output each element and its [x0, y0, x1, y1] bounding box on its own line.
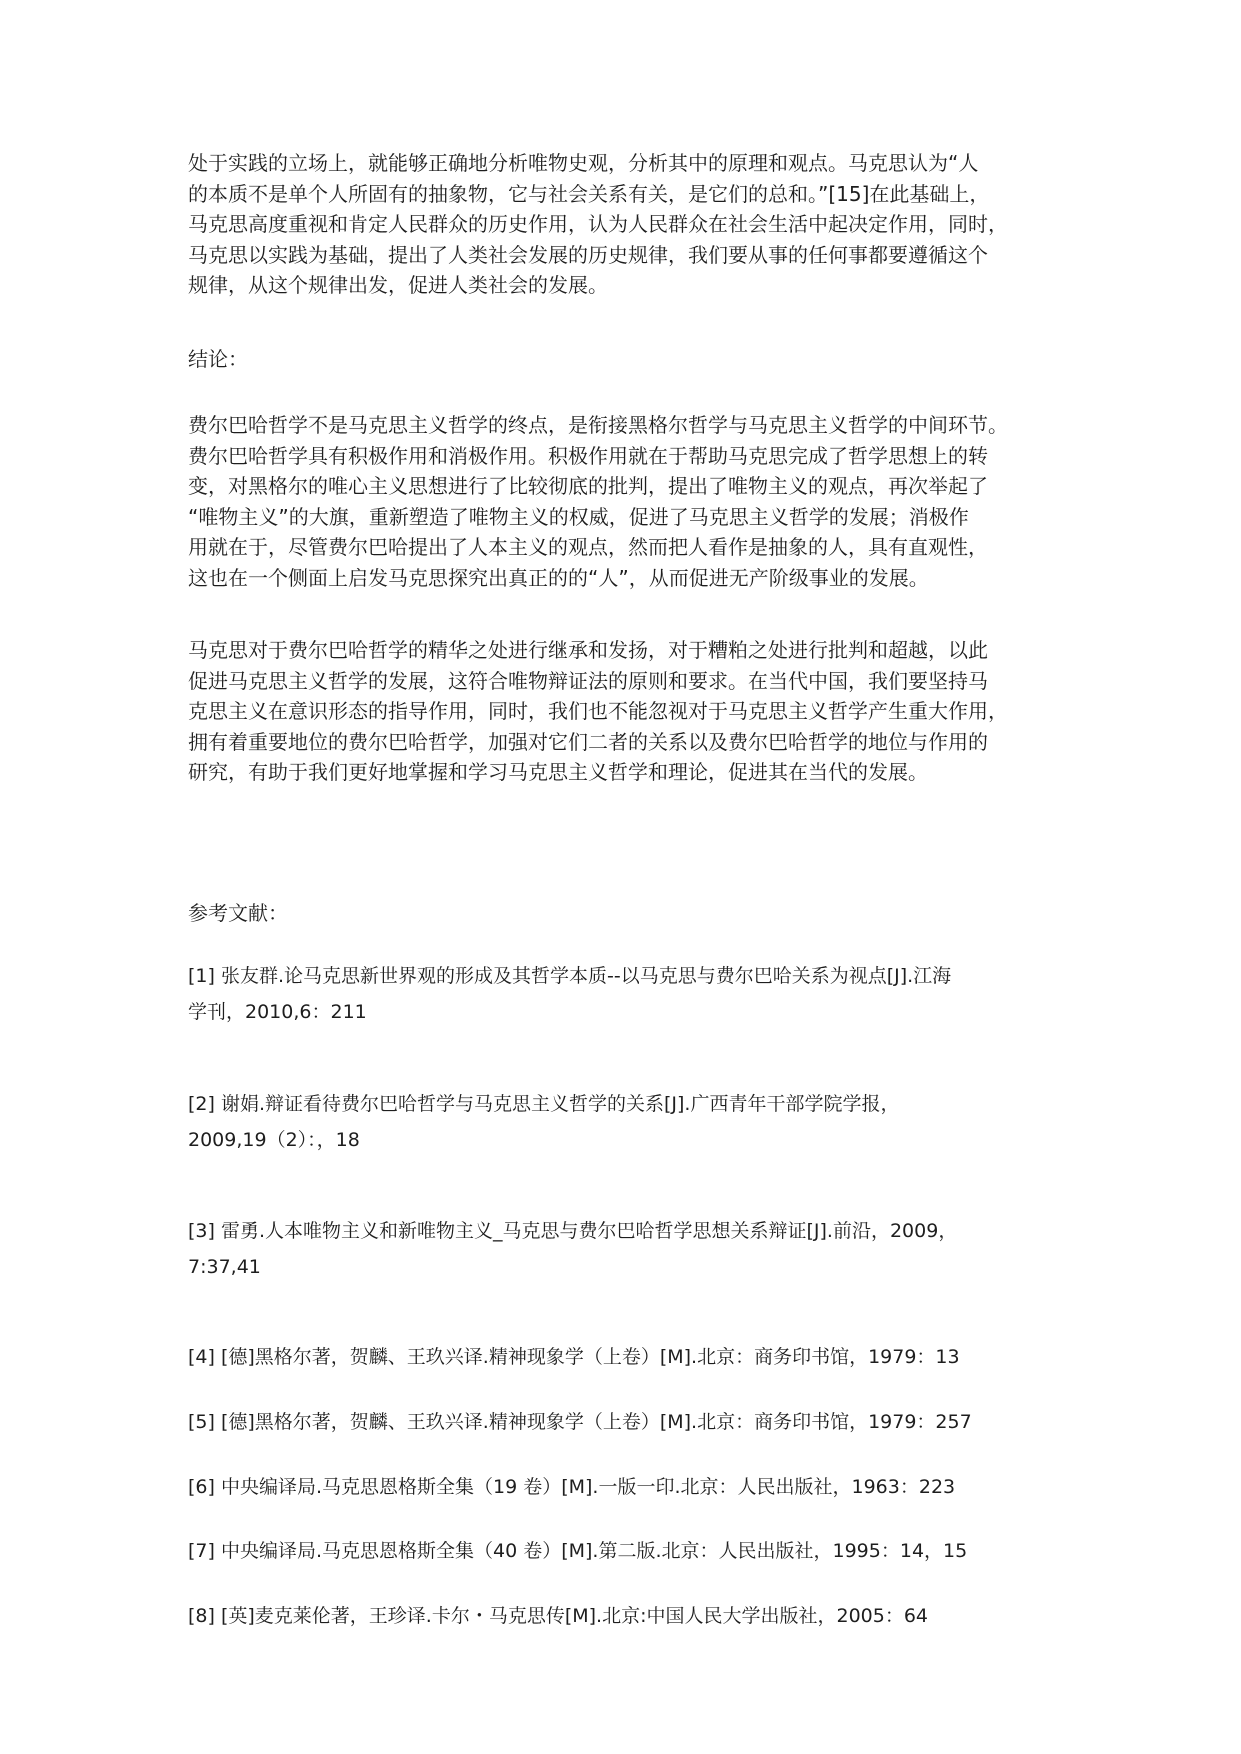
paragraph-line: 用就在于，尽管费尔巴哈提出了人本主义的观点，然而把人看作是抽象的人，具有直观性，	[188, 535, 988, 559]
reference-item	[188, 1469, 1060, 1505]
reference-line: 2009,19（2）：，18	[188, 1129, 360, 1151]
reference-line: [4] [德]黑格尔著，贺麟、王玖兴译.精神现象学（上卷）[M].北京：商务印书馆，1979：13	[188, 1346, 960, 1368]
paragraph-line: 变，对黑格尔的唯心主义思想进行了比较彻底的批判，提出了唯物主义的观点，再次举起了	[188, 474, 988, 498]
reference-line: [3] 雷勇.人本唯物主义和新唯物主义_马克思与费尔巴哈哲学思想关系辩证[J].前沿，2009，	[188, 1220, 958, 1242]
reference-item	[188, 1598, 1060, 1634]
reference-line: [7] 中央编译局.马克思恩格斯全集（40 卷）[M].第二版.北京：人民出版社，1995：14，15	[188, 1540, 968, 1562]
paragraph-line: 这也在一个侧面上启发马克思探究出真正的的“人”，从而促进无产阶级事业的发展。	[188, 565, 929, 590]
reference-line: [6] 中央编译局.马克思恩格斯全集（19 卷）[M].一版一印.北京：人民出版社，1963：223	[188, 1476, 956, 1498]
body-paragraph	[188, 410, 1060, 593]
paragraph-line: 促进马克思主义哲学的发展，这符合唯物辩证法的原则和要求。在当代中国，我们要坚持马	[188, 668, 988, 693]
paragraph-line: 拥有着重要地位的费尔巴哈哲学，加强对它们二者的关系以及费尔巴哈哲学的地位与作用的	[188, 729, 988, 754]
reference-item	[188, 1404, 1060, 1440]
paragraph-line: 规律，从这个规律出发，促进人类社会的发展。	[188, 273, 608, 297]
body-paragraph	[188, 635, 1060, 788]
reference-item	[188, 958, 1060, 1030]
heading-line: 结论：	[188, 347, 248, 371]
paragraph-line: 费尔巴哈哲学不是马克思主义哲学的终点，是衔接黑格尔哲学与马克思主义哲学的中间环节。	[188, 413, 1008, 437]
reference-line: [1] 张友群.论马克思新世界观的形成及其哲学本质--以马克思与费尔巴哈关系为视点[J].江海	[188, 965, 952, 987]
reference-line: [5] [德]黑格尔著，贺麟、王玖兴译.精神现象学（上卷）[M].北京：商务印书馆，1979：257	[188, 1411, 972, 1433]
paragraph-line: 马克思高度重视和肯定人民群众的历史作用，认为人民群众在社会生活中起决定作用，同时，	[188, 212, 1008, 236]
paragraph-line: 处于实践的立场上，就能够正确地分析唯物史观，分析其中的原理和观点。马克思认为“人	[188, 151, 979, 175]
paragraph-line: 克思主义在意识形态的指导作用，同时，我们也不能忽视对于马克思主义哲学产生重大作用，	[188, 699, 1008, 723]
reference-item	[188, 1086, 1060, 1158]
reference-item	[188, 1533, 1060, 1569]
reference-item	[188, 1339, 1060, 1375]
reference-line: [2] 谢娟.辩证看待费尔巴哈哲学与马克思主义哲学的关系[J].广西青年干部学院学报，	[188, 1093, 900, 1115]
conclusion-heading	[188, 344, 1060, 375]
paragraph-line: 费尔巴哈哲学具有积极作用和消极作用。积极作用就在于帮助马克思完成了哲学思想上的转	[188, 443, 988, 468]
paragraph-line: 马克思以实践为基础，提出了人类社会发展的历史规律，我们要从事的任何事都要遵循这个	[188, 242, 988, 267]
paragraph-line: 的本质不是单个人所固有的抽象物，它与社会关系有关，是它们的总和。”[15]在此基础上，	[188, 181, 990, 206]
paragraph-line: “唯物主义”的大旗，重新塑造了唯物主义的权威，促进了马克思主义哲学的发展；消极作	[188, 504, 969, 529]
body-paragraph	[188, 148, 1060, 301]
reference-line: 学刊，2010,6：211	[188, 1001, 367, 1023]
reference-item	[188, 1213, 1060, 1285]
reference-line: [8] [英]麦克莱伦著，王珍译.卡尔・马克思传[M].北京:中国人民大学出版社，2005：64	[188, 1605, 929, 1627]
references-heading	[188, 898, 1060, 929]
reference-line: 7:37,41	[188, 1256, 261, 1278]
heading-line: 参考文献：	[188, 901, 288, 925]
paragraph-line: 研究，有助于我们更好地掌握和学习马克思主义哲学和理论，促进其在当代的发展。	[188, 760, 928, 784]
paragraph-line: 马克思对于费尔巴哈哲学的精华之处进行继承和发扬，对于糟粕之处进行批判和超越，以此	[188, 638, 988, 662]
